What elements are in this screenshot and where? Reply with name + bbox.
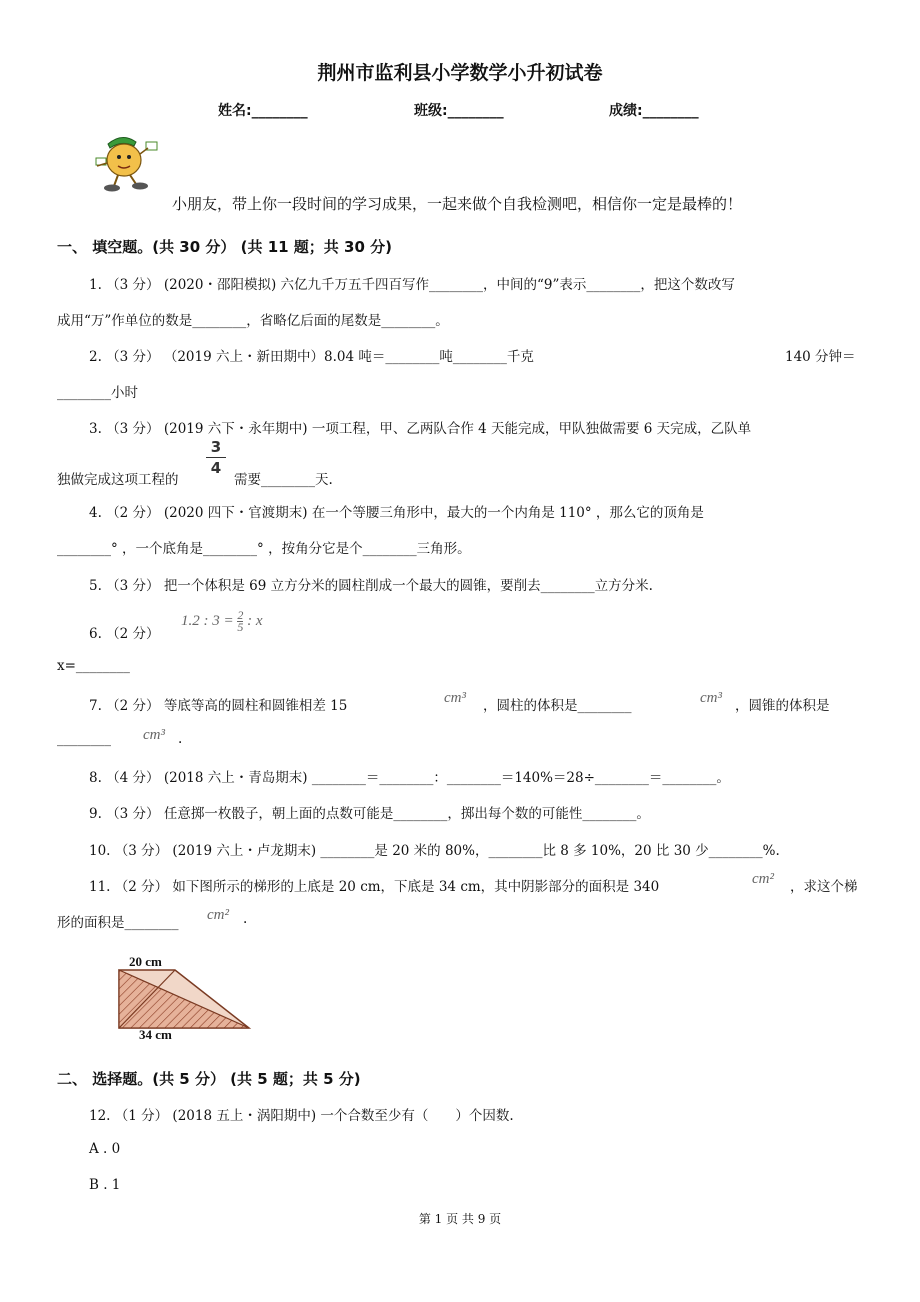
trapezoid-figure — [115, 950, 255, 1045]
question-4-line: ________° ，一个底角是________° ，按角分它是个________三角形。 — [57, 541, 471, 557]
question-7-line: ________ — [57, 731, 111, 747]
question-8-line: 8. （4 分） (2018 六上・青岛期末) ________＝________：________＝140%＝28÷________＝________。 — [89, 770, 730, 786]
fraction-denominator: 4 — [210, 459, 222, 477]
question-5-line: 5. （3 分） 把一个体积是 69 立方分米的圆柱削成一个最大的圆锥，要削去________立方分米. — [89, 578, 653, 594]
top-base-label: 20 cm — [129, 954, 162, 969]
page-title: 荆州市监利县小学数学小升初试卷 — [317, 62, 603, 84]
ratio-expression — [181, 610, 263, 633]
unit-cm3: cm³ — [444, 690, 466, 706]
question-7-line: ，圆柱的体积是________ — [483, 698, 632, 714]
question-12-stem: 12. （1 分） (2018 五上・涡阳期中) 一个合数至少有（ ）个因数. — [89, 1108, 514, 1124]
question-11-line: ，求这个梯 — [790, 879, 858, 895]
mascot-illustration — [92, 130, 168, 196]
fraction-numerator: 2 — [237, 608, 244, 622]
question-3-line: 需要________天. — [234, 472, 333, 488]
name-field: 姓名:________ — [218, 103, 308, 119]
fraction-three-quarters — [206, 438, 226, 477]
question-1-line: 1. （3 分） (2020・邵阳模拟) 六亿九千万五千四百写作________，中间的“9”表示________，把这个数改写 — [89, 277, 735, 293]
question-3-line: 独做完成这项工程的 — [57, 472, 179, 488]
section-heading: 二、 选择题。(共 5 分） (共 5 题；共 5 分) — [57, 1070, 361, 1088]
ratio-left: 1.2 : 3 = — [181, 612, 234, 629]
bottom-base-label: 34 cm — [139, 1027, 172, 1042]
fraction-denominator: 5 — [237, 620, 244, 634]
unit-cm3: cm³ — [700, 690, 722, 706]
greeting-text: 小朋友，带上你一段时间的学习成果，一起来做个自我检测吧，相信你一定是最棒的！ — [172, 195, 743, 213]
page-footer: 第 1 页 共 9 页 — [418, 1212, 502, 1226]
question-11-line: 11. （2 分） 如下图所示的梯形的上底是 20 cm，下底是 34 cm，其中阴影部分的面积是 340 — [89, 879, 660, 895]
question-11-line: . — [243, 911, 248, 927]
question-4-line: 4. （2 分） (2020 四下・官渡期末) 在一个等腰三角形中，最大的一个内角是 110° ，那么它的顶角是 — [89, 505, 704, 521]
question-7-line: ，圆锥的体积是 — [735, 698, 830, 714]
question-3-line: 3. （3 分） (2019 六下・永年期中) 一项工程，甲、乙两队合作 4 天能完成，甲队独做需要 6 天完成，乙队单 — [89, 421, 752, 437]
section-heading: 一、 填空题。(共 30 分） (共 11 题；共 30 分) — [57, 238, 392, 256]
ratio-right: : x — [247, 612, 263, 629]
question-7-line: 7. （2 分） 等底等高的圆柱和圆锥相差 15 — [89, 698, 348, 714]
fraction-two-fifths — [237, 610, 243, 633]
question-2-line: 140 分钟＝ — [785, 349, 856, 365]
question-11-line: 形的面积是________ — [57, 915, 179, 931]
question-2-line: ________小时 — [57, 385, 138, 401]
option-b: B . 1 — [89, 1177, 121, 1193]
unit-cm2: cm² — [207, 907, 229, 923]
option-a: A . 0 — [89, 1141, 121, 1157]
question-6-line: x=________ — [57, 658, 130, 674]
question-6-line: 6. （2 分） — [89, 626, 160, 642]
score-field: 成绩:________ — [609, 103, 699, 119]
fraction-numerator: 3 — [210, 438, 222, 456]
question-9-line: 9. （3 分） 任意掷一枚骰子，朝上面的点数可能是________，掷出每个数的可能性________。 — [89, 806, 650, 822]
class-field: 班级:________ — [414, 103, 504, 119]
unit-cm3: cm³ — [143, 727, 165, 743]
question-10-line: 10. （3 分） (2019 六上・卢龙期末) ________是 20 米的 80%，________比 8 多 10%，20 比 30 少________%. — [89, 843, 780, 859]
question-2-line: 2. （3 分） （2019 六上・新田期中）8.04 吨＝________吨________千克 — [89, 349, 534, 365]
question-1-line: 成用“万”作单位的数是________，省略亿后面的尾数是________。 — [57, 313, 449, 329]
question-7-punct: . — [178, 731, 183, 747]
unit-cm2: cm² — [752, 871, 774, 887]
